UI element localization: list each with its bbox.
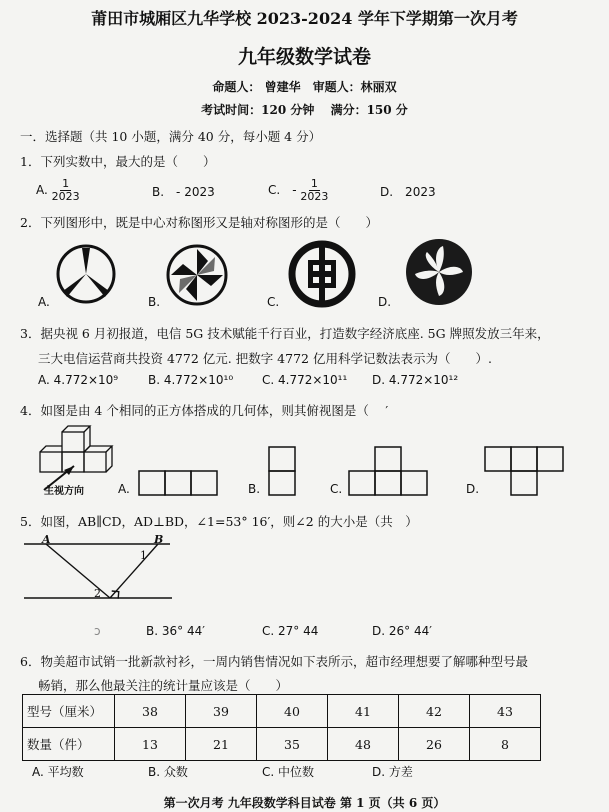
table-row-header: 数量（件）	[23, 728, 115, 761]
q2-option-a: A.	[38, 295, 50, 309]
q6-option-a: A. 平均数	[32, 765, 84, 779]
q1-option-d: D. 2023	[380, 185, 436, 199]
q1-option-a-label: A.	[36, 183, 48, 197]
count-cell: 8	[470, 728, 541, 761]
q5-option-b: B. 36° 44′	[146, 624, 205, 638]
q2-option-d: D.	[378, 295, 392, 309]
q5-angle-1: 1	[140, 549, 147, 562]
q5-stem: 5．如图，AB∥CD，AD⊥BD，∠1=53° 16′，则∠2 的大小是（共 ）	[20, 514, 418, 529]
exam-header: 莆田市城厢区九华学校 2023-2024 学年下学期第一次月考	[91, 9, 518, 28]
fraction-numerator: 1	[310, 177, 318, 190]
q1-stem: 1．下列实数中，最大的是（ ）	[20, 154, 216, 169]
fraction-denominator: 2023	[51, 190, 80, 203]
q1-option-a	[36, 178, 80, 203]
q6-line-2: 畅销，那么他最关注的统计量应该是（ ）	[38, 678, 289, 693]
q1-option-b: B. - 2023	[152, 185, 215, 199]
q4-option-a: A.	[118, 482, 130, 496]
q3-option-b: B. 4.772×10¹⁰	[148, 373, 234, 387]
q4-view-direction-label: 主视方向	[44, 486, 84, 497]
exam-authors: 命题人： 曾建华 审题人：林丽双	[212, 80, 397, 94]
fraction-numerator: 1	[62, 177, 70, 190]
q2-figure-c	[289, 241, 355, 307]
table-row	[23, 695, 541, 728]
q1-option-c-fraction	[300, 178, 328, 203]
page-footer: 第一次月考 九年段数学科目试卷 第 1 页（共 6 页）	[163, 796, 446, 810]
q3-option-c: C. 4.772×10¹¹	[262, 373, 348, 387]
q5-option-a: ↄ	[94, 624, 101, 638]
count-cell: 13	[115, 728, 186, 761]
count-cell: 21	[186, 728, 257, 761]
count-cell: 26	[399, 728, 470, 761]
q3-option-d: D. 4.772×10¹²	[372, 373, 459, 387]
size-cell: 43	[470, 695, 541, 728]
q4-option-d: D.	[466, 482, 480, 496]
q5-option-c: C. 27° 44	[262, 624, 319, 638]
q2-option-b: B.	[148, 295, 161, 309]
q6-option-d: D. 方差	[372, 765, 413, 779]
q2-figure-d	[403, 236, 475, 308]
q4-figure-c	[348, 446, 428, 496]
q2-figure-b	[162, 243, 232, 307]
q2-figure-a	[45, 243, 127, 305]
size-cell: 41	[328, 695, 399, 728]
size-cell: 39	[186, 695, 257, 728]
q5-point-a: A	[42, 533, 51, 546]
q1-option-a-fraction	[52, 178, 80, 203]
q6-option-c: C. 中位数	[262, 765, 315, 779]
q2-option-c: C.	[267, 295, 280, 309]
q4-figure-b	[268, 446, 296, 496]
q3-option-a: A. 4.772×10⁹	[38, 373, 119, 387]
q1-option-c	[268, 178, 328, 203]
size-cell: 40	[257, 695, 328, 728]
q3-line-1: 3．据央视 6 月初报道，电信 5G 技术赋能千行百业，打造数字经济底座. 5G 牌照发放三年来，	[20, 326, 550, 341]
q6-line-1: 6．物美超市试销一批新款衬衫，一周内销售情况如下表所示，超市经理想要了解哪种型号最	[20, 654, 528, 669]
table-row-header: 型号（厘米）	[23, 695, 115, 728]
count-cell: 35	[257, 728, 328, 761]
q2-stem: 2．下列图形中，既是中心对称图形又是轴对称图形的是（ ）	[20, 215, 378, 230]
q5-option-d: D. 26° 44′	[372, 624, 432, 638]
q4-figure-a	[138, 470, 218, 496]
q4-figure-d	[484, 446, 564, 496]
section-heading: 一．选择题（共 10 小题，满分 40 分，每小题 4 分）	[20, 129, 322, 144]
q3-line-2: 三大电信运营商共投资 4772 亿元. 把数字 4772 亿用科学记数法表示为（ ）.	[38, 351, 492, 366]
count-cell: 48	[328, 728, 399, 761]
q1-option-c-label: C. -	[268, 183, 297, 197]
q5-point-b: B	[154, 533, 164, 546]
q4-option-c: C.	[330, 482, 343, 496]
q6-option-b: B. 众数	[148, 765, 188, 779]
size-cell: 42	[399, 695, 470, 728]
table-row	[23, 728, 541, 761]
fraction-denominator: 2023	[300, 190, 329, 203]
q5-angle-2: 2	[94, 587, 101, 600]
exam-time-score: 考试时间：120 分钟 满分：150 分	[201, 103, 408, 117]
q4-option-b: B.	[248, 482, 261, 496]
q6-sales-table	[22, 694, 541, 761]
size-cell: 38	[115, 695, 186, 728]
exam-title: 九年级数学试卷	[237, 46, 371, 68]
q4-stem: 4．如图是由 4 个相同的正方体搭成的几何体，则其俯视图是（ ′	[20, 403, 389, 418]
